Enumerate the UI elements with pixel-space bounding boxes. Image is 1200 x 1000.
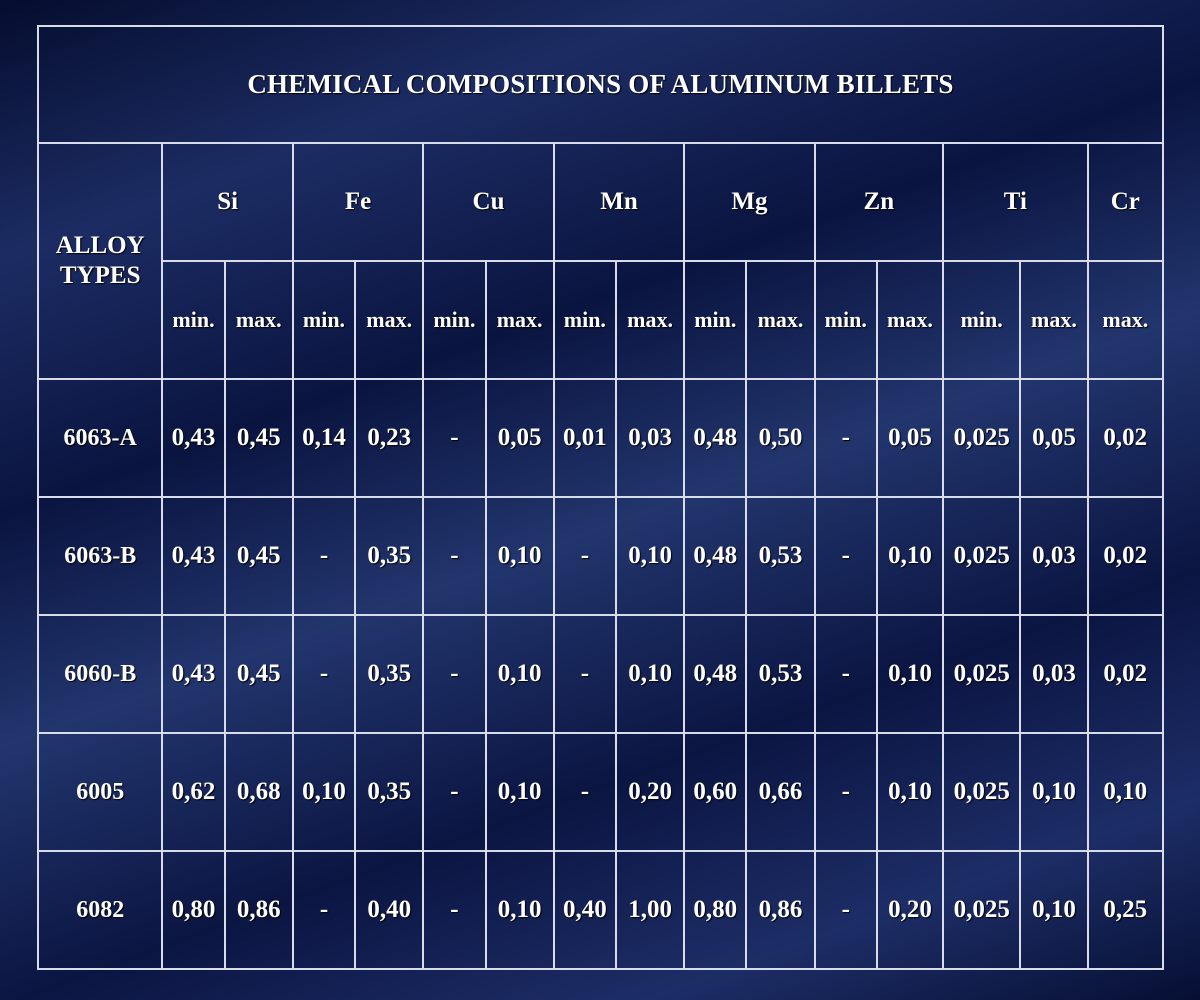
value-cell: 0,10 bbox=[616, 497, 684, 615]
value-cell: 0,02 bbox=[1088, 379, 1163, 497]
value-cell: 0,43 bbox=[162, 497, 224, 615]
value-cell: 0,50 bbox=[746, 379, 814, 497]
zn-min-header: min. bbox=[815, 261, 877, 379]
value-cell: 0,10 bbox=[877, 497, 943, 615]
value-cell: 0,03 bbox=[616, 379, 684, 497]
element-header-cr: Cr bbox=[1088, 143, 1163, 261]
value-cell: 0,62 bbox=[162, 733, 224, 851]
value-cell: 0,35 bbox=[355, 497, 423, 615]
alloy-name: 6082 bbox=[38, 851, 162, 969]
element-header-cu: Cu bbox=[423, 143, 553, 261]
value-cell: 0,025 bbox=[943, 379, 1020, 497]
value-cell: 0,53 bbox=[746, 615, 814, 733]
table-row bbox=[38, 733, 1163, 851]
value-cell: 0,05 bbox=[486, 379, 554, 497]
value-cell: 0,35 bbox=[355, 615, 423, 733]
mn-max-header: max. bbox=[616, 261, 684, 379]
value-cell: - bbox=[815, 733, 877, 851]
value-cell: - bbox=[815, 379, 877, 497]
fe-min-header: min. bbox=[293, 261, 355, 379]
element-header-zn: Zn bbox=[815, 143, 943, 261]
value-cell: 0,43 bbox=[162, 379, 224, 497]
element-header-si: Si bbox=[162, 143, 292, 261]
value-cell: - bbox=[815, 615, 877, 733]
composition-sheet bbox=[37, 25, 1164, 970]
value-cell: 0,43 bbox=[162, 615, 224, 733]
value-cell: 0,10 bbox=[486, 733, 554, 851]
value-cell: 0,025 bbox=[943, 497, 1020, 615]
zn-max-header: max. bbox=[877, 261, 943, 379]
value-cell: - bbox=[554, 733, 616, 851]
alloy-header-line2: TYPES bbox=[59, 262, 141, 289]
value-cell: - bbox=[293, 851, 355, 969]
value-cell: 0,68 bbox=[225, 733, 293, 851]
table-row bbox=[38, 497, 1163, 615]
element-header-mg: Mg bbox=[684, 143, 814, 261]
value-cell: 0,40 bbox=[554, 851, 616, 969]
value-cell: - bbox=[815, 497, 877, 615]
value-cell: 0,14 bbox=[293, 379, 355, 497]
value-cell: 0,45 bbox=[225, 379, 293, 497]
min-max-header-row bbox=[38, 261, 1163, 379]
value-cell: 0,05 bbox=[1020, 379, 1087, 497]
value-cell: - bbox=[554, 497, 616, 615]
alloy-name: 6063-A bbox=[38, 379, 162, 497]
value-cell: 0,02 bbox=[1088, 615, 1163, 733]
value-cell: 0,80 bbox=[684, 851, 746, 969]
value-cell: - bbox=[423, 851, 485, 969]
value-cell: - bbox=[423, 733, 485, 851]
value-cell: 0,10 bbox=[1020, 733, 1087, 851]
alloy-header-line1: ALLOY bbox=[55, 232, 145, 259]
value-cell: 0,01 bbox=[554, 379, 616, 497]
element-header-ti: Ti bbox=[943, 143, 1088, 261]
ti-max-header: max. bbox=[1020, 261, 1087, 379]
value-cell: 0,20 bbox=[877, 851, 943, 969]
mn-min-header: min. bbox=[554, 261, 616, 379]
value-cell: 0,48 bbox=[684, 497, 746, 615]
value-cell: 0,10 bbox=[1088, 733, 1163, 851]
si-max-header: max. bbox=[225, 261, 293, 379]
value-cell: 0,025 bbox=[943, 851, 1020, 969]
value-cell: 0,025 bbox=[943, 733, 1020, 851]
table-row bbox=[38, 851, 1163, 969]
alloy-name: 6060-B bbox=[38, 615, 162, 733]
value-cell: 0,02 bbox=[1088, 497, 1163, 615]
value-cell: 0,03 bbox=[1020, 497, 1087, 615]
value-cell: 0,66 bbox=[746, 733, 814, 851]
value-cell: - bbox=[423, 379, 485, 497]
value-cell: 0,53 bbox=[746, 497, 814, 615]
value-cell: - bbox=[815, 851, 877, 969]
value-cell: - bbox=[423, 615, 485, 733]
value-cell: 0,10 bbox=[877, 615, 943, 733]
value-cell: 0,10 bbox=[616, 615, 684, 733]
value-cell: 0,48 bbox=[684, 379, 746, 497]
table-row bbox=[38, 379, 1163, 497]
value-cell: - bbox=[554, 615, 616, 733]
value-cell: 0,80 bbox=[162, 851, 224, 969]
value-cell: 0,03 bbox=[1020, 615, 1087, 733]
alloy-types-header bbox=[38, 143, 162, 379]
value-cell: 0,10 bbox=[486, 497, 554, 615]
alloy-name: 6005 bbox=[38, 733, 162, 851]
value-cell: 0,35 bbox=[355, 733, 423, 851]
value-cell: 0,10 bbox=[293, 733, 355, 851]
mg-max-header: max. bbox=[746, 261, 814, 379]
cu-max-header: max. bbox=[486, 261, 554, 379]
value-cell: 0,10 bbox=[877, 733, 943, 851]
value-cell: 0,60 bbox=[684, 733, 746, 851]
alloy-name: 6063-B bbox=[38, 497, 162, 615]
value-cell: 0,25 bbox=[1088, 851, 1163, 969]
mg-min-header: min. bbox=[684, 261, 746, 379]
value-cell: 0,48 bbox=[684, 615, 746, 733]
element-header-row bbox=[38, 143, 1163, 261]
element-header-fe: Fe bbox=[293, 143, 423, 261]
value-cell: 0,10 bbox=[1020, 851, 1087, 969]
value-cell: 0,45 bbox=[225, 497, 293, 615]
value-cell: 0,40 bbox=[355, 851, 423, 969]
cu-min-header: min. bbox=[423, 261, 485, 379]
table-title: CHEMICAL COMPOSITIONS OF ALUMINUM BILLETS bbox=[37, 25, 1164, 144]
value-cell: 0,025 bbox=[943, 615, 1020, 733]
composition-table bbox=[37, 142, 1164, 970]
value-cell: 0,45 bbox=[225, 615, 293, 733]
value-cell: 0,20 bbox=[616, 733, 684, 851]
ti-min-header: min. bbox=[943, 261, 1020, 379]
value-cell: 1,00 bbox=[616, 851, 684, 969]
cr-max-header: max. bbox=[1088, 261, 1163, 379]
value-cell: 0,10 bbox=[486, 615, 554, 733]
element-header-mn: Mn bbox=[554, 143, 684, 261]
value-cell: 0,86 bbox=[225, 851, 293, 969]
value-cell: - bbox=[293, 615, 355, 733]
value-cell: 0,05 bbox=[877, 379, 943, 497]
value-cell: 0,23 bbox=[355, 379, 423, 497]
value-cell: 0,86 bbox=[746, 851, 814, 969]
value-cell: - bbox=[423, 497, 485, 615]
value-cell: - bbox=[293, 497, 355, 615]
table-row bbox=[38, 615, 1163, 733]
value-cell: 0,10 bbox=[486, 851, 554, 969]
fe-max-header: max. bbox=[355, 261, 423, 379]
si-min-header: min. bbox=[162, 261, 224, 379]
